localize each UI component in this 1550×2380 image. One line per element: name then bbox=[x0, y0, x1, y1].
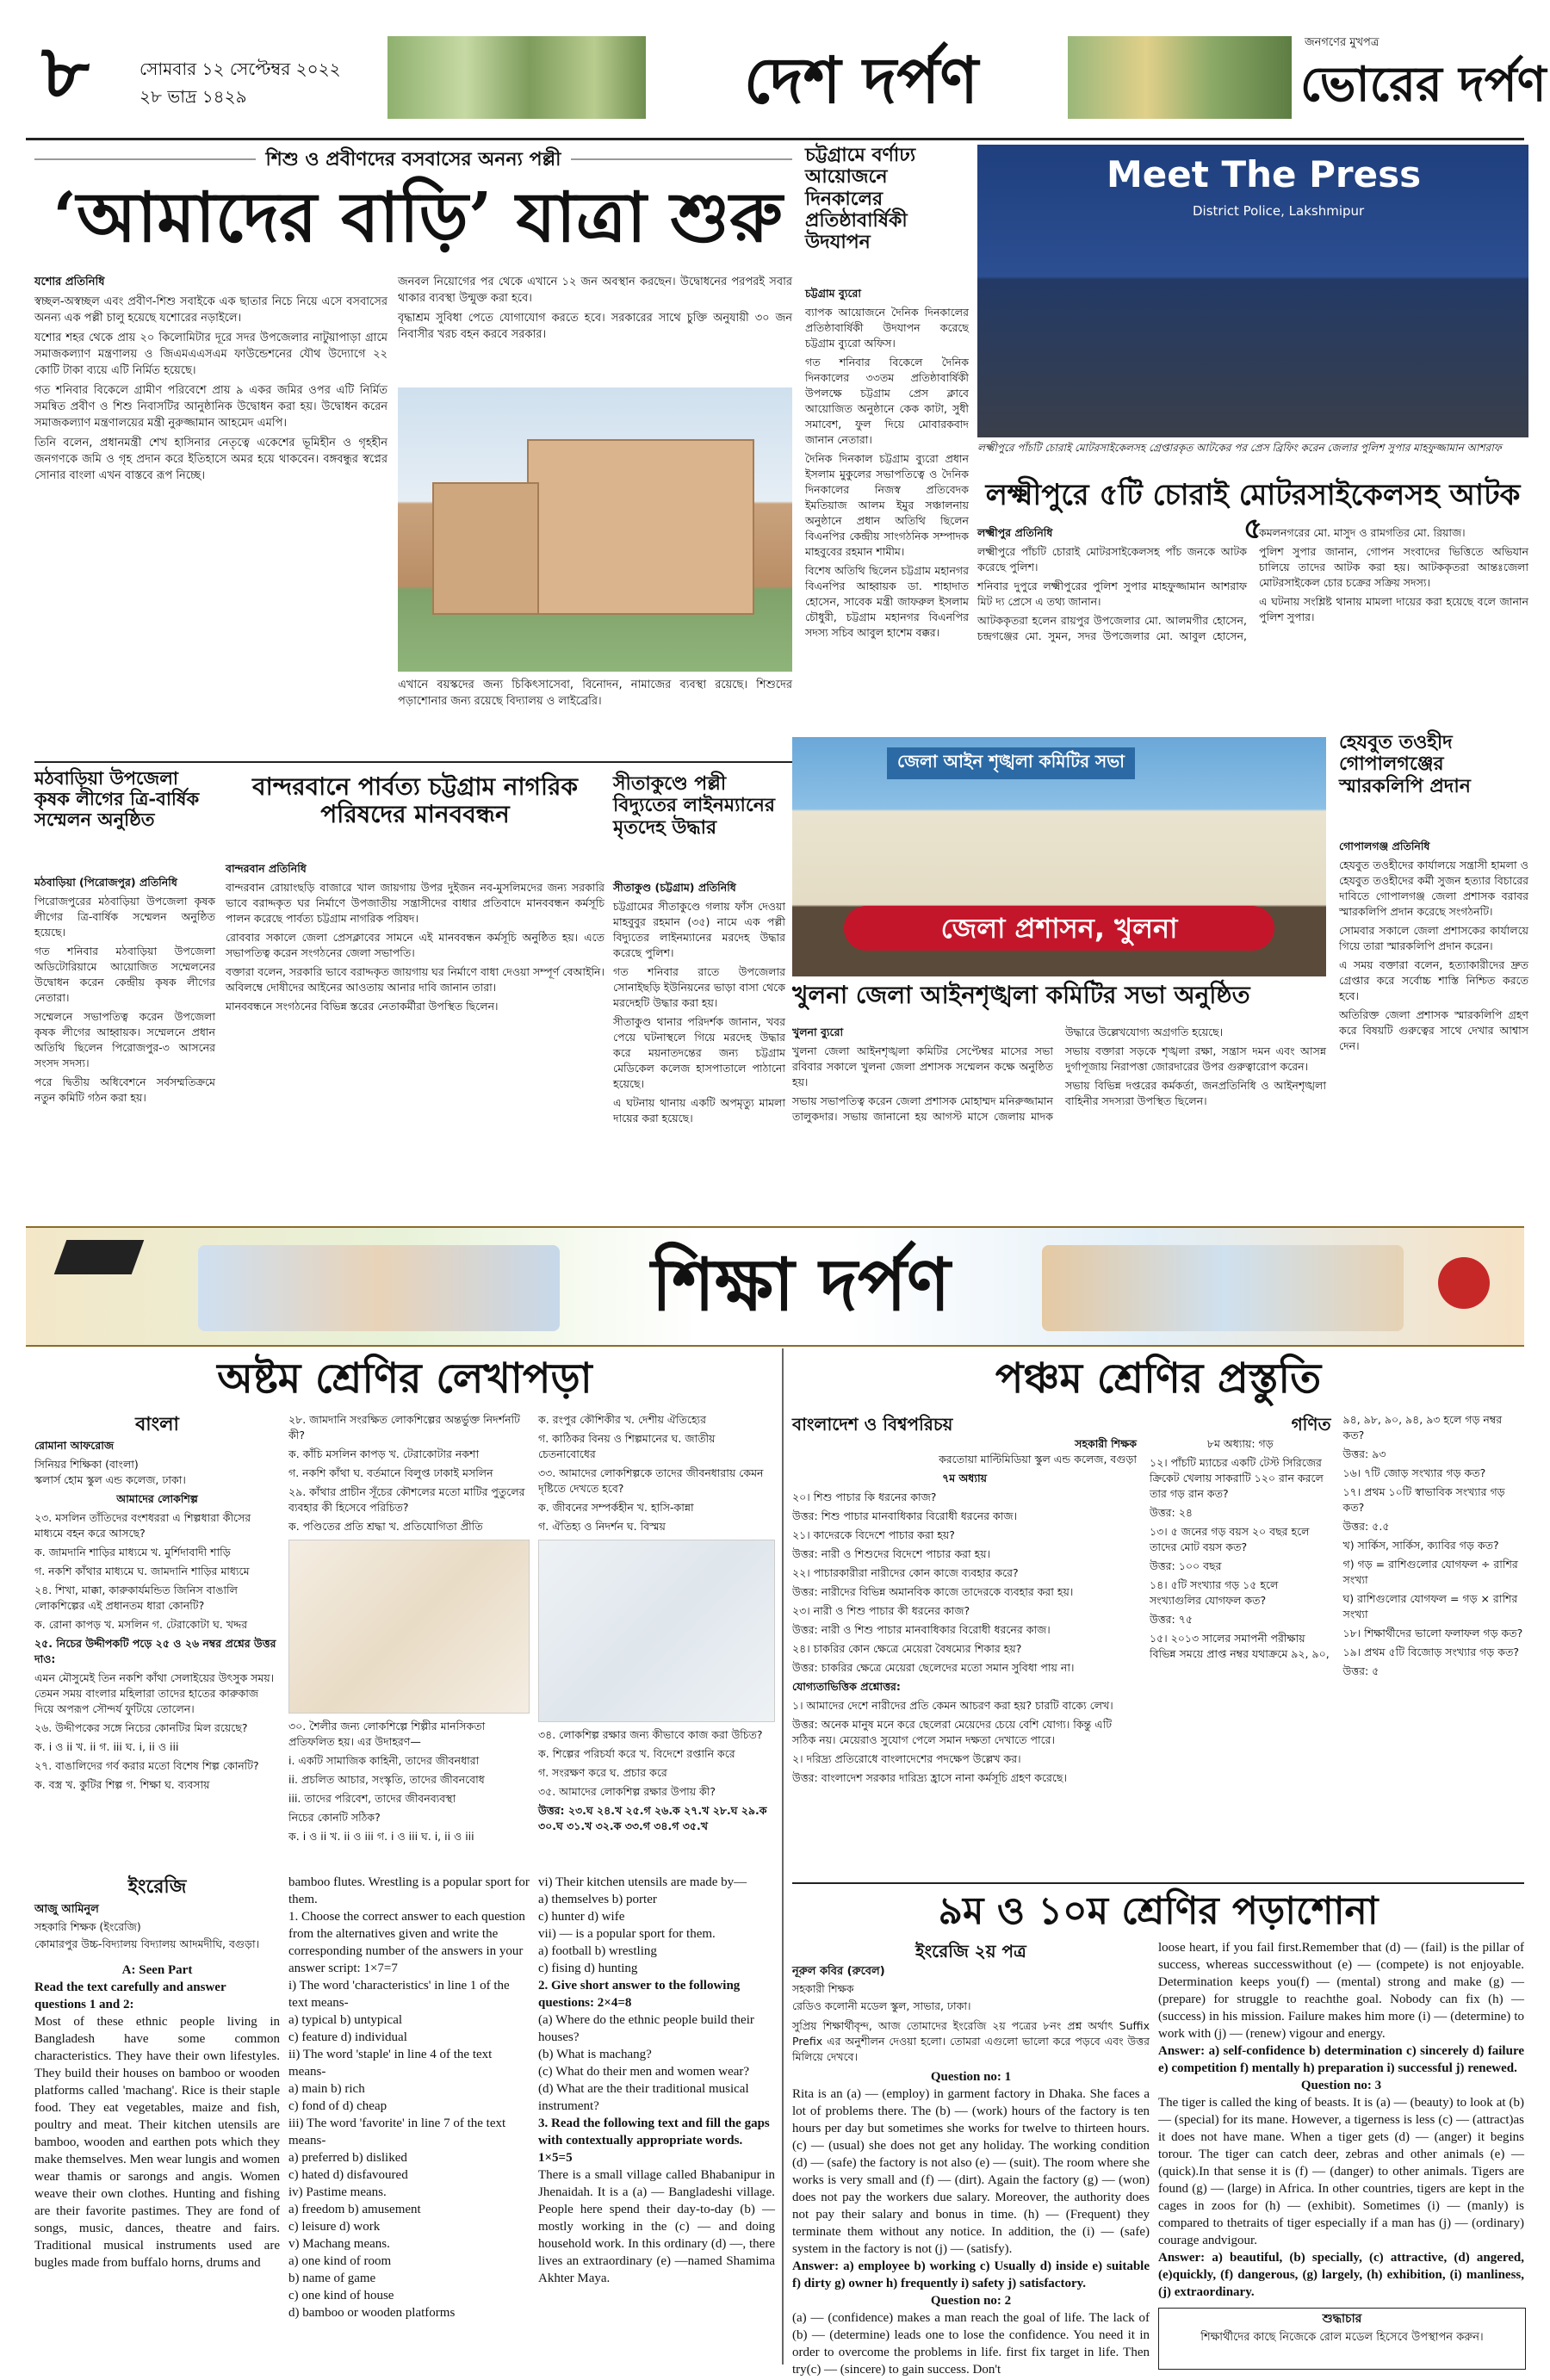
bgs-teacher-title: সহকারী শিক্ষক bbox=[1075, 1437, 1137, 1450]
question-line: 2. Give short answer to the following questions: 2×4=8 bbox=[538, 1979, 741, 2010]
question-line: vii) — is a popular sport for them. bbox=[538, 1927, 716, 1941]
paper-logo: ভোরের দর্পণ bbox=[1300, 56, 1547, 113]
lead-body-bottom bbox=[398, 677, 792, 756]
bgs-line: উত্তর: চাকরির ক্ষেত্রে মেয়েরা ছেলেদের মতো সমান সুবিধা পায় না। bbox=[792, 1661, 1075, 1674]
bandarban-paragraph: রোববার সকালে জেলা প্রেসক্লাবের সামনে এই মানববন্ধন কর্মসূচি অনুষ্ঠিত হয়। এতে সভাপতিত্ব করেন সংগঠনের জেলা সভাপতি। bbox=[226, 931, 604, 959]
masthead bbox=[26, 24, 1547, 140]
question-line: c) hunter d) wife bbox=[538, 1910, 625, 1924]
moth-paragraph: পিরোজপুরের মঠবাড়িয়া উপজেলা কৃষক লীগের ত্রি-বার্ষিক সম্মেলন অনুষ্ঠিত হয়েছে। bbox=[34, 895, 215, 939]
shiksha-banner bbox=[26, 1226, 1524, 1347]
math-column bbox=[1150, 1412, 1524, 1877]
khulna-paragraph: সভায় সভাপতিত্ব করেন জেলা প্রশাসক মোহাম্মদ মনিরুজ্জামান তালুকদার। সভায় জানানো হয় আগস্ট মাসে জেলায় মাদক উদ্ধারে উল্লেখযোগ্য অগ্রগতি হয়েছে। bbox=[792, 1026, 1224, 1123]
question-line: d) bamboo or wooden platforms bbox=[288, 2306, 456, 2320]
shuddhachar-text: শিক্ষার্থীদের কাছে নিজেকে রোল মডেল হিসেবে উপস্থাপন করুন। bbox=[1200, 2331, 1484, 2344]
mcq-line: ক. কাঁচি মসলিন কাপড় খ. টেরাকোটার নকশা bbox=[288, 1447, 480, 1460]
math-line: ১৬। ৭টি জোড় সংখ্যার গড় কত? bbox=[1342, 1466, 1486, 1479]
lead-body-left bbox=[34, 274, 388, 756]
mcq-line: ৩৫. আমাদের লোকশিল্প রক্ষার উপায় কী? bbox=[538, 1785, 716, 1798]
bgs-column bbox=[792, 1412, 1137, 1877]
khulna-body bbox=[792, 1025, 1326, 1219]
ctg-paragraph: বিশেষ অতিথি ছিলেন চট্টগ্রাম মহানগর বিএনপির আহ্বায়ক ডা. শাহাদাত হোসেন, সাবেক মন্ত্রী জাফরুল ইসলাম চৌধুরী, চট্টগ্রাম মহানগর বিএনপির সদস্য সচিব আবুল হাশেম বক্কর। bbox=[805, 564, 969, 639]
question-line: a) one kind of room bbox=[288, 2254, 392, 2268]
bangla-col-2 bbox=[288, 1412, 530, 1869]
sitakunda-paragraph: এ ঘটনায় থানায় একটি অপমৃত্যু মামলা দায়ের করা হয়েছে। bbox=[613, 1096, 785, 1125]
lakshmipur-paragraph: এ ঘটনায় সংশ্লিষ্ট থানায় মামলা দায়ের করা হয়েছে বলে জানান পুলিশ সুপার। bbox=[1259, 595, 1528, 623]
math-line: উত্তর: ২৪ bbox=[1150, 1506, 1193, 1519]
sitakunda-paragraph: সীতাকুণ্ড থানার পরিদর্শক জানান, খবর পেয়ে ঘটনাস্থলে গিয়ে মরদেহ উদ্ধার করে ময়নাতদন্তের জন্য চট্টগ্রাম মেডিকেল কলেজ হাসপাতালে পাঠানো হয়েছে। bbox=[613, 1015, 785, 1090]
moth-paragraph: সম্মেলনে সভাপতিত্ব করেন উপজেলা কৃষক লীগের আহ্বায়ক। সম্মেলনে প্রধান অতিথি ছিলেন পিরোজপুর-৩ আসনের সংসদ সদস্য। bbox=[34, 1010, 215, 1069]
lead-body-right bbox=[398, 274, 792, 384]
math-line: ১৪। ৫টি সংখ্যার গড় ১৫ হলে সংখ্যাগুলির যোগফল কত? bbox=[1150, 1578, 1279, 1607]
question-passage: The tiger is called the king of beasts. It is (a) — (beauty) to look at (b) — (special) for its mane. However, a tigerness is less (c) — (attract)as it does not have mane. When a tiger gets (d) — (anger) it begins torour. The tiger can catch deer, zebras and other animals (e) — (quick).In that sense it is (f) — (danger) to other animals. Tigers are found (g) — (large) in Africa. In other countries, tigers are kept in the cages in zoos for (h) — (exhibit). Sometimes (i) — (manly) is compared to thetraits of tiger especially if a man has (j) — (ordinary) courage andvigour. bbox=[1158, 2096, 1524, 2247]
question-line: a) football b) wrestling bbox=[538, 1944, 657, 1958]
english-teacher: আজু আমিনুল bbox=[34, 1903, 99, 1916]
lead-paragraph: স্বচ্ছল-অস্বচ্ছল এবং প্রবীণ-শিশু সবাইকে এক ছাতার নিচে নিয়ে এসে বসবাসের অনন্য এক পল্লী চালু হয়েছে যশোরের নড়াইলে। bbox=[34, 295, 388, 325]
math-line: উত্তর: ৫ bbox=[1342, 1664, 1380, 1677]
gopalganj-paragraph: সোমবার সকালে জেলা প্রশাসকের কার্যালয়ে গিয়ে তারা স্মারকলিপি প্রদান করেন। bbox=[1339, 924, 1528, 952]
math-subject: গণিত bbox=[1291, 1414, 1331, 1435]
bgs-line: উত্তর: বাংলাদেশ সরকার দারিদ্র্য হ্রাসে নানা কর্মসূচি গ্রহণ করেছে। bbox=[792, 1771, 1067, 1784]
ctg-body bbox=[805, 286, 969, 759]
class9-teacher: নূরুল কবির (রুবেল) bbox=[792, 1965, 885, 1978]
bangla-col-3 bbox=[538, 1412, 775, 1869]
gopalganj-paragraph: অতিরিক্ত জেলা প্রশাসক স্মারকলিপি গ্রহণ করে বিষয়টি গুরুত্বের সাথে দেখার আশ্বাস দেন। bbox=[1339, 1008, 1528, 1052]
bandarban-headline: বান্দরবানে পার্বত্য চট্টগ্রাম নাগরিক পরিষদের মানববন্ধন bbox=[252, 772, 578, 829]
lakshmipur-paragraph: পুলিশ সুপার জানান, গোপন সংবাদের ভিত্তিতে অভিযান চালিয়ে তাদের আটক করা হয়। আটককৃতরা আন্তঃজেলা মোটরসাইকেল চোর চক্রের সক্রিয় সদস্য। bbox=[1259, 545, 1528, 589]
lakshmipur-paragraph: শনিবার দুপুরে লক্ষ্মীপুরের পুলিশ সুপার মাহফুজ্জামান আশরাফ মিট দ্য প্রেসে এ তথ্য জানান। bbox=[977, 580, 1247, 608]
class9-col-1 bbox=[792, 1939, 1150, 2377]
moth-paragraph: পরে দ্বিতীয় অধিবেশনে সর্বসম্মতিক্রমে নতুন কমিটি গঠন করা হয়। bbox=[34, 1075, 215, 1104]
question-line: iii) The word 'favorite' in line 7 of the text means- bbox=[288, 2117, 506, 2148]
bangla-teacher: রোমানা আফরোজ bbox=[34, 1439, 114, 1452]
question-line: c) one kind of house bbox=[288, 2289, 394, 2303]
shuddhachar-title: শুদ্ধাচার bbox=[1322, 2312, 1362, 2326]
mcq-line: ২৭. বাঙালিদের গর্ব করার মতো বিশেষ শিল্প কোনটি? bbox=[34, 1759, 259, 1772]
bgs-line: ২২। পাচারকারীরা নারীদের কোন কাজে ব্যবহার করে? bbox=[792, 1566, 1019, 1579]
class9-subject: ইংরেজি ২য় পত্র bbox=[915, 1941, 1026, 1962]
classroom-illustration bbox=[1042, 1245, 1404, 1331]
bgs-line: ২। দরিদ্র্য প্রতিরোধে বাংলাদেশের পদক্ষেপ উল্লেখ কর। bbox=[792, 1752, 1021, 1765]
question-line: c) hated d) disfavoured bbox=[288, 2168, 408, 2182]
bgs-line: উত্তর: নারী ও শিশুদের বিদেশে পাচার করা হয়। bbox=[792, 1547, 991, 1560]
bangla-subject: বাংলা bbox=[135, 1414, 179, 1435]
question-line: c) fond of d) cheap bbox=[288, 2099, 388, 2113]
mcq-line: গ. কাঠিকর বিনয় ও শিল্পমানের ঘ. জাতীয় চেতনাবোধের bbox=[538, 1432, 716, 1460]
question-line: c) fising d) hunting bbox=[538, 1962, 638, 1975]
gopalganj-headline: হেযবুত তওহীদ গোপালগঞ্জের স্মারকলিপি প্রদান bbox=[1339, 731, 1471, 797]
class9-heading: ৯ম ও ১০ম শ্রেণির পড়াশোনা bbox=[792, 1882, 1524, 1939]
bgs-chapter: ৭ম অধ্যায় bbox=[942, 1472, 987, 1484]
date-line-2: ২৮ ভাদ্র ১৪২৯ bbox=[140, 86, 247, 107]
question-line: b) name of game bbox=[288, 2272, 376, 2285]
math-chapter: ৮ম অধ্যায়: গড় bbox=[1206, 1437, 1274, 1450]
bangla-school: স্কলার্স হোম স্কুল এন্ড কলেজ, ঢাকা। bbox=[34, 1473, 186, 1486]
section-title: দেশ দর্পণ bbox=[743, 44, 979, 118]
english-teacher-title: সহকারি শিক্ষক (ইংরেজি) bbox=[34, 1920, 141, 1933]
meet-press-sub: District Police, Lakshmipur bbox=[1193, 203, 1365, 219]
illustration-boy bbox=[538, 1540, 775, 1722]
moth-headline: মঠবাড়িয়া উপজেলা কৃষক লীগের ত্রি-বার্ষিক সম্মেলন অনুষ্ঠিত bbox=[34, 767, 200, 831]
bgs-school: করতোয়া মাল্টিমিডিয়া স্কুল এন্ড কলেজ, বগুড়া bbox=[939, 1453, 1137, 1466]
question-line: v) Machang means. bbox=[288, 2237, 390, 2251]
graduation-cap-icon bbox=[54, 1240, 145, 1274]
question-passage: loose heart, if you fail first.Remember that (d) — (fail) is the pillar of success, whereas successwithout (e) — (compete) is not enjoyable. Determination keeps you(f) — (mental) strong and make (g) — (prepare) for struggle to reachthe goal. Nobody can fix (h) — (success) in his mission. Failure makes him more (i) — (determine) to work with (j) — (renew) vigour and energy. bbox=[1158, 1941, 1524, 2041]
bgs-line: ২১। কাদেরকে বিদেশে পাচার করা হয়? bbox=[792, 1528, 955, 1541]
lakshmipur-headline: লক্ষ্মীপুরে ৫টি চোরাই মোটরসাইকেলসহ আটক ৫ bbox=[985, 478, 1521, 547]
question-line: a) freedom b) amusement bbox=[288, 2203, 421, 2216]
khulna-photo-emblem: জেলা প্রশাসন, খুলনা bbox=[844, 906, 1274, 951]
apple-books-icon bbox=[1438, 1257, 1490, 1309]
lead-headline: ‘আমাদের বাড়ি’ যাত্রা শুরু bbox=[53, 177, 783, 257]
mcq-line: গ. সংরক্ষণ করে ঘ. প্রচার করে bbox=[538, 1766, 667, 1779]
mcq-line: ক. জীবনের সম্পর্কহীন খ. হাসি-কান্না bbox=[538, 1501, 694, 1514]
math-line: ১২। পাঁচটি ম্যাচের একটি টেস্ট সিরিজের ক্রিকেট খেলায় সাকরাটি ১২০ রান করলে তার গড় রান কত? bbox=[1150, 1456, 1324, 1500]
lead-kicker bbox=[34, 145, 792, 174]
bgs-line: উত্তর: নারীদের বিভিন্ন অমানবিক কাজে তাদেরকে ব্যবহার করা হয়। bbox=[792, 1585, 1074, 1598]
class9-school: রেডিও কলোনী মডেল স্কুল, সাভার, ঢাকা। bbox=[792, 1999, 971, 2012]
bgs-line: উত্তর: শিশু পাচার মানবাধিকার বিরোধী ধরনের কাজ। bbox=[792, 1509, 1018, 1522]
english-subject: ইংরেজি bbox=[127, 1876, 187, 1898]
mcq-line: এমন মৌসুমেই তিন নকশি কাঁথা সেলাইয়ের উৎসুক সময়। তেমন সময় বাংলার মহিলারা তাদের হাতের কারুকাজ দিয়ে অপরূপ সৌন্দর্য ফুটিয়ে তোলেন। bbox=[34, 1671, 275, 1715]
english-passage: Most of these ethnic people living in Bangladesh have some common characteristics. They have their own lifestyles. They build their houses on bamboo or wooden platforms called 'machang'. Rice is their staple food. They eat vegetables, maize and fish, poultry and meat. Their kitchen utensils are bamboo, wooden and earthen pots which they make themselves. Men wear lungis and women wear thamis or sarongs and angis. Women weave their own clothes. Hunting and fishing are their favorite pastimes. They are fond of songs, music, dances, theatre and fairs. Traditional musical instruments used are bugles made from buffalo horns, drums and bbox=[34, 2015, 280, 2270]
sitakunda-body bbox=[613, 880, 785, 1219]
math-line: উত্তর: ৯৩ bbox=[1342, 1447, 1386, 1460]
gopalganj-paragraph: হেযবুত তওহীদের কার্যালয়ে সন্ত্রাসী হামলা ও হেযবুত তওহীদের কর্মী সুজন হত্যার বিচারের দাবিতে গোপালগঞ্জ জেলা প্রশাসক বরাবর স্মারকলিপি প্রদান করেছে সংগঠনটি। bbox=[1339, 858, 1528, 918]
english-school: কোমারপুর উচ্চ-বিদ্যালয় বিদ্যালয় আদমদীঘি, বগুড়া। bbox=[34, 1937, 260, 1950]
question-title: Question no: 3 bbox=[1300, 2079, 1382, 2092]
lakshmipur-paragraph: লক্ষ্মীপুরে পাঁচটি চোরাই মোটরসাইকেলসহ পাঁচ জনকে আটক করেছে পুলিশ। bbox=[977, 545, 1247, 573]
question-line: (a) Where do the ethnic people build their houses? bbox=[538, 2013, 754, 2044]
question-line: c) feature d) individual bbox=[288, 2030, 407, 2044]
gopalganj-dateline: গোপালগঞ্জ প্রতিনিধি bbox=[1339, 840, 1430, 852]
question-title: Question no: 2 bbox=[930, 2294, 1012, 2308]
sitakunda-headline: সীতাকুণ্ডে পল্লী বিদ্যুতের লাইনম্যানের মৃতদেহ উদ্ধার bbox=[613, 772, 775, 839]
mcq-line: গ. নকশি কাঁথার মাধ্যমে ঘ. জামদানি শাড়ির মাধ্যমে bbox=[34, 1565, 250, 1577]
mcq-line: ii. প্রচলিত আচার, সংস্কৃতি, তাদের জীবনবোধ bbox=[288, 1773, 485, 1786]
math-line: উত্তর: ৭৫ bbox=[1150, 1613, 1193, 1626]
mcq-line: ৩৩. আমাদের লোকশিল্পকে তাদের জীবনধারায় কেমন দৃষ্টিতে দেখতে হবে? bbox=[538, 1466, 764, 1495]
math-line: ১৭। প্রথম ১০টি স্বাভাবিক সংখ্যার গড় কত? bbox=[1342, 1485, 1505, 1514]
math-line: ১৫। ২০১৩ সালের সমাপনী পরীক্ষায় বিভিন্ন সময়ে প্রাপ্ত নম্বর যথাক্রমে ৯২, ৯০, ৯৪, ৯৮, ৯০, ৯৪, ৯৩ হলে গড় নম্বর কত? bbox=[1150, 1413, 1503, 1660]
question-passage: (a) — (confidence) makes a man reach the goal of life. The lack of (b) — (determine) leads one to lose the confidence. You need it in order to overcome the problems in life. first fix target in life. Then try(c) — (sincere) to gain success. Don't bbox=[792, 2311, 1150, 2377]
question-line: There is a small village called Bhabanipur in Jhenaidah. It is a (a) — Bangladeshi village. People here spend their day-to-day (b) — mostly working in the (c) — and doing household work. In this ordinary (d) —, there lives an extraordinary (e) —named Shamima Akhter Maya. bbox=[538, 2168, 775, 2285]
mcq-line: ৩৪. লোকশিল্প রক্ষার জন্য কীভাবে কাজ করা উচিত? bbox=[538, 1728, 763, 1741]
bangla-col-1 bbox=[34, 1412, 280, 1869]
ctg-dateline: চট্টগ্রাম ব্যুরো bbox=[805, 287, 862, 300]
mcq-line: ক. পণ্ডিতের প্রতি শ্রদ্ধা খ. প্রতিযোগিতা প্রীতি bbox=[288, 1520, 483, 1533]
sitakunda-paragraph: গত শনিবার রাতে উপজেলার সোনাইছড়ি ইউনিয়নের ভাড়া বাসা থেকে মরদেহটি উদ্ধার করা হয়। bbox=[613, 965, 785, 1009]
bgs-line: উত্তর: অনেক মানুষ মনে করে ছেলেরা মেয়েদের চেয়ে বেশি যোগ্য। কিন্তু এটি সঠিক নয়। মেয়েরাও সুযোগ পেলে সমান দক্ষতা দেখাতে পারে। bbox=[792, 1718, 1113, 1746]
lead-paragraph: জনবল নিয়োগের পর থেকে এখানে ১২ জন অবস্থান করছেন। উদ্বোধনের পরপরই সবার থাকার ব্যবস্থা উন্মুক্ত করা হবে। bbox=[398, 276, 792, 305]
mcq-line: ৩০. শৈলীর জন্য লোকশিল্পে শিল্পীর মানসিকতা প্রতিফলিত হয়। এর উদাহরণ— bbox=[288, 1720, 486, 1748]
mcq-line: গ. ঐতিহ্য ও নিদর্শন ঘ. বিস্ময় bbox=[538, 1520, 666, 1533]
bandarban-paragraph: বান্দরবান রোয়াংছড়ি বাজারে খাল জায়গায় উপর দুইজন নব-মুসলিমদের জন্য সরকারি ভাবে বরাদ্দকৃত ঘর নির্মাণে উপজাতীয় সন্ত্রাসীদের বাধার প্রতিবাদে মানববন্ধন কর্মসূচি পালন করেছে পার্বত্য চট্টগ্রাম নাগরিক পরিষদ। bbox=[226, 881, 604, 925]
page-number: ৮ bbox=[41, 29, 90, 115]
bandarban-dateline: বান্দরবান প্রতিনিধি bbox=[226, 862, 307, 875]
question-line: a) typical b) untypical bbox=[288, 2013, 403, 2027]
question-line: i) The word 'characteristics' in line 1 of the text means- bbox=[288, 1979, 510, 2010]
gopalganj-paragraph: এ সময় বক্তারা বলেন, হত্যাকারীদের দ্রুত গ্রেপ্তার করে সর্বোচ্চ শাস্তি নিশ্চিত করতে হবে। bbox=[1339, 958, 1528, 1002]
ctg-paragraph: গত শনিবার বিকেলে দৈনিক দিনকালের ৩৩তম প্রতিষ্ঠাবার্ষিকী উপলক্ষে চট্টগ্রাম প্রেস ক্লাবে আয়োজিত অনুষ্ঠানে কেক কাটা, সুধী সমাবেশ, ফুল দিয়ে মোবারকবাদ জানান নেতারা। bbox=[805, 356, 969, 446]
question-line: a) preferred b) disliked bbox=[288, 2151, 407, 2165]
mcq-line: ২৫. নিচের উদ্দীপকটি পড়ে ২৫ ও ২৬ নম্বর প্রশ্নের উত্তর দাও: bbox=[34, 1637, 276, 1665]
meet-press-banner: Meet The Press bbox=[1107, 153, 1422, 195]
lead-kicker-text: শিশু ও প্রবীণদের বসবাসের অনন্য পল্লী bbox=[256, 149, 572, 170]
question-line: a) main b) rich bbox=[288, 2082, 365, 2096]
lead-paragraph: তিনি বলেন, প্রধানমন্ত্রী শেখ হাসিনার নেতৃত্বে একেশের ভূমিহীন ও গৃহহীন জনগণকে জমি ও গৃহ প্রদান করে ইতিহাসে অমর হয়ে থাকবেন। বঙ্গবন্ধুর স্বপ্নের সোনার বাংলা এখন বাস্তবে রূপ নিচ্ছে। bbox=[34, 437, 388, 482]
bandarban-paragraph: মানববন্ধনে সংগঠনের বিভিন্ন স্তরের নেতাকর্মীরা উপস্থিত ছিলেন। bbox=[226, 1000, 499, 1013]
sitakunda-dateline: সীতাকুণ্ড (চট্টগ্রাম) প্রতিনিধি bbox=[613, 881, 736, 894]
math-line: ঘ) রাশিগুলোর যোগফল = গড় × রাশির সংখ্যা bbox=[1342, 1592, 1518, 1621]
english-col-1 bbox=[34, 1874, 280, 2373]
seen-part-title: A: Seen Part bbox=[121, 1963, 193, 1977]
bangla-teacher-title: সিনিয়র শিক্ষিকা (বাংলা) bbox=[34, 1458, 139, 1471]
gopalganj-body bbox=[1339, 839, 1528, 1219]
class9-teacher-title: সহকারী শিক্ষক bbox=[792, 1982, 854, 1995]
math-line: উত্তর: ১০০ বছর bbox=[1150, 1559, 1222, 1572]
khulna-paragraph: খুলনা জেলা আইনশৃঙ্খলা কমিটির সেপ্টেম্বর মাসের সভা রবিবার সকালে খুলনা জেলা প্রশাসক সম্মেলন কক্ষে অনুষ্ঠিত হয়। bbox=[792, 1044, 1053, 1088]
lead-paragraph: গত শনিবার বিকেলে গ্রামীণ পরিবেশে প্রায় ৯ একর জমির ওপর এটি নির্মিত সমন্বিত প্রবীণ ও শিশু নিবাসটির আনুষ্ঠানিক উদ্বোধন করা হয়। উদ্বোধন করেন সমাজকল্যাণ মন্ত্রণালয়ের মন্ত্রী নুরুজ্জামান আহমেদ এমপি। bbox=[34, 384, 388, 430]
class9-col-2 bbox=[1158, 1939, 1524, 2301]
question-line: 1. Choose the correct answer to each question from the alternatives given and write the corresponding number of the answers in your answer script: 1×7=7 bbox=[288, 1910, 525, 1975]
divider bbox=[34, 761, 792, 763]
question-line: ii) The word 'staple' in line 4 of the text means- bbox=[288, 2048, 493, 2079]
bgs-subject: বাংলাদেশ ও বিশ্বপরিচয় bbox=[792, 1414, 953, 1435]
mcq-line: ২৬. উদ্দীপকের সঙ্গে নিচের কোনটির মিল রয়েছে? bbox=[34, 1721, 248, 1734]
question-line: c) leisure d) work bbox=[288, 2220, 381, 2234]
mcq-line: ক. i ও ii খ. ii গ. iii ঘ. i, ii ও iii bbox=[34, 1740, 179, 1753]
bgs-line: ২৪। চাকরির কোন ক্ষেত্রে মেয়েরা বৈষম্যের শিকার হয়? bbox=[792, 1642, 1022, 1655]
lead-paragraph: এখানে বয়স্কদের জন্য চিকিৎসাসেবা, বিনোদন, নামাজের ব্যবস্থা রয়েছে। শিশুদের পড়াশোনার জন্য রয়েছে বিদ্যালয় ও লাইব্রেরি। bbox=[398, 679, 792, 708]
mcq-line: উত্তর: ২৩.ঘ ২৪.খ ২৫.গ ২৬.ক ২৭.খ ২৮.ঘ ২৯.ক ৩০.ঘ ৩১.খ ৩২.ক ৩৩.গ ৩৪.গ ৩৫.খ bbox=[538, 1804, 767, 1832]
bandarban-body bbox=[226, 861, 604, 1219]
math-line: ১৮। শিক্ষার্থীদের ভালো ফলাফল গড় কত? bbox=[1342, 1627, 1523, 1639]
math-line: ১৩। ৫ জনের গড় বয়স ২০ বছর হলে তাদের মোট বয়স কত? bbox=[1150, 1525, 1310, 1553]
khulna-paragraph: সভায় বিভিন্ন দপ্তরের কর্মকর্তা, জনপ্রতিনিধি ও আইনশৃঙ্খলা বাহিনীর সদস্যরা উপস্থিত ছিলেন। bbox=[1065, 1079, 1326, 1107]
mcq-line: ক. রোনা কাপড় খ. মসলিন গ. টেরাকোটা ঘ. খদ্দর bbox=[34, 1618, 248, 1631]
question-line: a) themselves b) porter bbox=[538, 1893, 657, 1906]
question-line: (d) What are the their traditional musical instrument? bbox=[538, 2082, 749, 2113]
khulna-headline: খুলনা জেলা আইনশৃঙ্খলা কমিটির সভা অনুষ্ঠিত bbox=[792, 981, 1250, 1009]
lakshmipur-paragraph: আটককৃতরা হলেন রায়পুর উপজেলার মো. আলমগীর হোসেন, চন্দ্রগঞ্জের মো. সুমন, সদর উপজেলার মো. আবুল হোসেন, কমলনগরের মো. মাসুদ ও রামগতির মো. রিয়াজ। bbox=[977, 526, 1466, 642]
bgs-line: ২৩। নারী ও শিশু পাচার কী ধরনের কাজ? bbox=[792, 1604, 970, 1617]
mcq-line: নিচের কোনটি সঠিক? bbox=[288, 1811, 381, 1824]
class5-heading: পঞ্চম শ্রেণির প্রস্তুতি bbox=[995, 1354, 1322, 1403]
mcq-line: ক. বস্ত্র খ. কুটির শিল্প গ. শিক্ষা ঘ. ব্যবসায় bbox=[34, 1778, 210, 1791]
question-line: vi) Their kitchen utensils are made by— bbox=[538, 1875, 747, 1889]
class9-intro: সুপ্রিয় শিক্ষার্থীবৃন্দ, আজ তোমাদের ইংরেজি ২য় পত্রের ৮নং প্রশ্ন অর্থাৎ Suffix Prefix এর অনুশীলন দেওয়া হলো। তোমরা এগুলো ভালো করে পড়বে এবং উত্তর মিলিয়ে দেখবে। bbox=[792, 2019, 1150, 2063]
shiksha-title: শিক্ষা দর্পণ bbox=[651, 1242, 951, 1327]
mcq-line: i. একটি সামাজিক কাহিনী, তাদের জীবনধারা bbox=[288, 1754, 480, 1767]
meet-press-photo bbox=[977, 145, 1528, 437]
answer-line: Answer: a) employee b) working c) Usually d) inside e) suitable f) dirty g) owner h) frequently i) safety j) satisfactory. bbox=[792, 2259, 1150, 2290]
math-line: উত্তর: ৫.৫ bbox=[1342, 1520, 1390, 1533]
moth-dateline: মঠবাড়িয়া (পিরোজপুর) প্রতিনিধি bbox=[34, 876, 177, 889]
masthead-photo-strip-left bbox=[388, 36, 646, 119]
bgs-line: উত্তর: নারী ও শিশু পাচার মানবাধিকার বিরোধী ধরনের কাজ। bbox=[792, 1623, 1051, 1636]
moth-paragraph: গত শনিবার মঠবাড়িয়া উপজেলা অডিটোরিয়ামে আয়োজিত সম্মেলনের উদ্বোধন করেন কেন্দ্রীয় কৃষক লীগের নেতারা। bbox=[34, 945, 215, 1004]
question-passage: Rita is an (a) — (employ) in garment factory in Dhaka. She faces a lot of problems there. The (b) — (work) hours of the factory is ten hours per day but sometimes she works for twelve to thirteen hours. (c) — (usual) she does not get any holiday. The working condition (d) — (safe) the factory is not also (e) — (suit). The room where she works is very small and (f) — (dirt). Again the factory (g) — (won) does not pay the workers due salary. Moreover, the authority does not pay their salary and bonus in time. (h) — (Frequent) they terminate them without any notice. In addition, the (i) — (safe) system in the factory is not (j) — (satisfy). bbox=[792, 2087, 1150, 2256]
lead-paragraph: যশোর শহর থেকে প্রায় ২০ কিলোমিটার দূরে সদর উপজেলার নাটুয়াপাড়া গ্রামে সমাজকল্যাণ মন্ত্রণালয় ও জিএমএএসএম ফাউন্ডেশনের যৌথ উদ্যোগে ২২ কোটি টাকা ব্যয়ে এটি নির্মিত হয়েছে। bbox=[34, 332, 388, 377]
mcq-line: ক. জামদানি শাড়ির মাধ্যমে খ. মুর্শিদাবাদী শাড়ি bbox=[34, 1546, 231, 1559]
mcq-line: গ. নকশি কাঁথা ঘ. বর্তমানে বিলুপ্ত ঢাকাই মসলিন bbox=[288, 1466, 493, 1479]
math-line: ১৯। প্রথম ৫টি বিজোড় সংখ্যার গড় কত? bbox=[1342, 1646, 1520, 1658]
lead-paragraph: বৃদ্ধাশ্রম সুবিধা পেতে যোগাযোগ করতে হবে। সরকারের সাথে চুক্তি অনুযায়ী ৩০ জন নিবাসীর খরচ বহন করবে সরকার। bbox=[398, 312, 792, 341]
shuddhachar-box bbox=[1158, 2308, 1526, 2370]
sitakunda-paragraph: চট্টগ্রামের সীতাকুণ্ডে গলায় ফাঁস দেওয়া মাহবুবুর রহমান (৩৫) নামে এক পল্লী বিদ্যুতের লাইনম্যানের মরদেহ উদ্ধার করেছে পুলিশ। bbox=[613, 900, 785, 959]
tagline: জনগণের মুখপত্র bbox=[1305, 36, 1380, 49]
khulna-photo-banner: জেলা আইন শৃঙ্খলা কমিটির সভা bbox=[887, 747, 1135, 779]
khulna-paragraph: সভায় বক্তারা সড়কে শৃঙ্খলা রক্ষা, সন্ত্রাস দমন এবং আসন্ন দুর্গাপূজায় নিরাপত্তা জোরদারের উপর গুরুত্বারোপ করেন। bbox=[1065, 1044, 1326, 1073]
mcq-line: iii. তাদের পরিবেশ, তাদের জীবনব্যবস্থা bbox=[288, 1792, 456, 1805]
bandarban-paragraph: বক্তারা বলেন, সরকারি ভাবে বরাদ্দকৃত জায়গায় ঘর নির্মাণে বাধা দেওয়া সম্পূর্ণ বেআইনি। অবিলম্বে দোষীদের আইনের আওতায় আনার দাবি জানান তারা। bbox=[226, 965, 604, 994]
class-divider bbox=[782, 1348, 784, 2365]
lakshmipur-body bbox=[977, 525, 1528, 728]
english-passage-end: bamboo flutes. Wrestling is a popular sport for them. bbox=[288, 1875, 530, 1906]
bgs-line: ২০। শিশু পাচার কি ধরনের কাজ? bbox=[792, 1491, 937, 1503]
students-illustration bbox=[198, 1245, 560, 1331]
question-line: iv) Pastime means. bbox=[288, 2185, 387, 2199]
english-col-2 bbox=[288, 1874, 530, 2373]
mcq-line: ২৪. শিখা, মাক্কা, কারুকার্যমন্ডিত জিনিস বাঙালি লোকশিল্পের এই প্রধানতম ধারা কোনটি? bbox=[34, 1584, 238, 1612]
question-title: Question no: 1 bbox=[930, 2070, 1012, 2084]
lakshmipur-dateline: লক্ষ্মীপুর প্রতিনিধি bbox=[977, 526, 1053, 539]
ctg-paragraph: দৈনিক দিনকাল চট্টগ্রাম ব্যুরো প্রধান ইসলাম মুকুলের সভাপতিত্বে ও দৈনিক দিনকালের নিজস্ব প্রতিবেদক ইমতিয়াজ আলম ইমুর সঞ্চালনায় অনুষ্ঠানে প্রধান অতিথি ছিলেন বিএনপির কেন্দ্রীয় সাংগঠনিক সম্পাদক মাহবুবের রহমান শামীম। bbox=[805, 452, 969, 558]
mcq-line: ২৩. মসলিন তাঁতিদের বংশধররা এ শিল্পধারা কীসের মাধ্যমে বহন করে আসছে? bbox=[34, 1511, 251, 1540]
ctg-paragraph: ব্যাপক আয়োজনে দৈনিক দিনকালের প্রতিষ্ঠাবার্ষিকী উদযাপন করেছে চট্টগ্রাম ব্যুরো অফিস। bbox=[805, 306, 969, 350]
bgs-line: যোগ্যতাভিত্তিক প্রশ্নোত্তর: bbox=[792, 1680, 901, 1693]
ctg-headline: চট্টগ্রামে বর্ণাঢ্য আয়োজনে দিনকালের প্রতিষ্ঠাবার্ষিকী উদযাপন bbox=[805, 144, 916, 254]
mcq-line: ক. শিল্পের পরিচর্যা করে খ. বিদেশে রপ্তানি করে bbox=[538, 1747, 735, 1760]
math-line: গ) গড় = রাশিগুলোর যোগফল ÷ রাশির সংখ্যা bbox=[1342, 1558, 1518, 1586]
math-line: খ) সার্কিস, সার্কিস, ক্যাবির গড় কত? bbox=[1342, 1539, 1499, 1552]
question-line: (b) What is machang? bbox=[538, 2048, 652, 2061]
answer-line: Answer: a) self-confidence b) determination c) sincerely d) failure e) competition f) mentally h) preparation i) successful j) renewed. bbox=[1158, 2044, 1524, 2075]
question-line: (c) What do their men and women wear? bbox=[538, 2065, 750, 2079]
mcq-line: ক. i ও ii খ. ii ও iii গ. i ও iii ঘ. i, ii ও iii bbox=[288, 1830, 474, 1843]
moth-body bbox=[34, 875, 215, 1219]
answer-line: Answer: a) beautiful, (b) specially, (c) attractive, (d) angered, (e)quickly, (f) dangerous, (g) largely, (h) exhibition, (i) manliness, (j) extraordinary. bbox=[1158, 2251, 1524, 2299]
khulna-meeting-photo bbox=[792, 737, 1326, 976]
question-line: 3. Read the following text and fill the gaps with contextually appropriate words. 1×5=5 bbox=[538, 2117, 770, 2165]
mcq-line: ২৮. জামদানি সংরক্ষিত লোকশিল্পের অন্তর্ভুক্ত নিদর্শনটি কী? bbox=[288, 1413, 520, 1441]
mcq-line: ২৯. কাঁথার প্রাচীন সূঁচের কৌশলের মতো মাটির পুতুলের ব্যবহার কী হিসেবে পরিচিত? bbox=[288, 1485, 525, 1514]
bgs-line: ১। আমাদের দেশে নারীদের প্রতি কেমন আচরণ করা হয়? চারটি বাক্যে লেখ। bbox=[792, 1699, 1113, 1712]
date-line-1: সোমবার ১২ সেপ্টেম্বর ২০২২ bbox=[140, 59, 341, 79]
illustration-couple bbox=[288, 1540, 530, 1714]
english-instruction: Read the text carefully and answer questions 1 and 2: bbox=[34, 1980, 226, 2011]
khulna-dateline: খুলনা ব্যুরো bbox=[792, 1026, 844, 1038]
bangla-lesson: আমাদের লোকশিল্প bbox=[116, 1492, 198, 1505]
masthead-photo-strip-right bbox=[1068, 36, 1292, 119]
class8-heading: অষ্টম শ্রেণির লেখাপড়া bbox=[217, 1354, 592, 1403]
meet-press-caption: লক্ষ্মীপুরে পাঁচটি চোরাই মোটরসাইকেলসহ গ্রেপ্তারকৃত আটকের পর প্রেস ব্রিফিং করেন জেলার পুলিশ সুপার মাহফুজ্জামান আশরাফ bbox=[977, 442, 1502, 454]
english-col-3 bbox=[538, 1874, 775, 2373]
mcq-line: ক. রংপুর কৌশিকীর খ. দেশীয় ঐতিহ্যের bbox=[538, 1413, 707, 1426]
lead-dateline: যশোর প্রতিনিধি bbox=[34, 276, 105, 288]
lead-building-photo bbox=[398, 387, 792, 672]
